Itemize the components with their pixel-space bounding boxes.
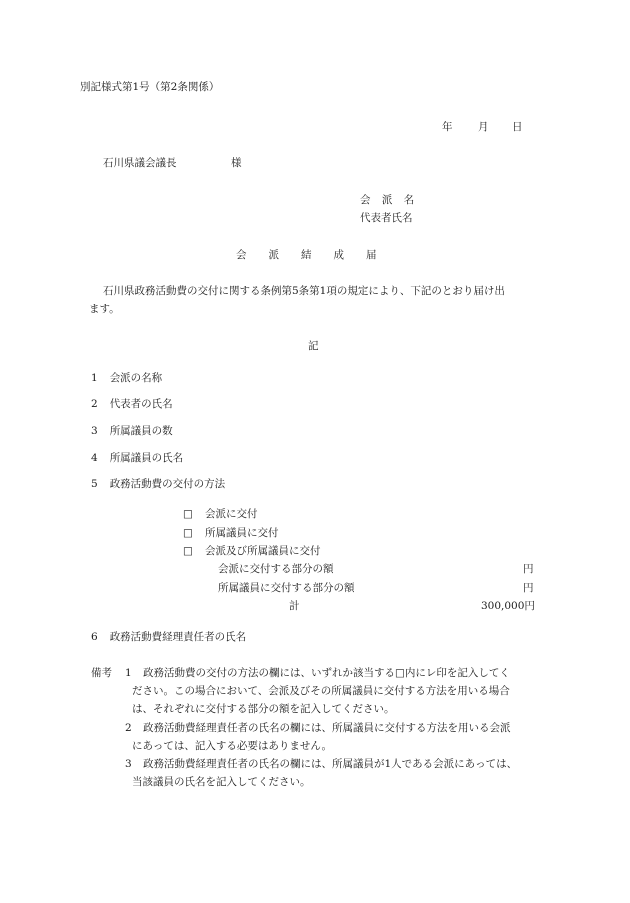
party-amount-unit: 円 bbox=[523, 563, 534, 575]
item-2 bbox=[91, 398, 173, 411]
note-3-number: 3 bbox=[125, 758, 132, 770]
total-value: 300,000円 bbox=[481, 600, 535, 612]
checkbox-icon[interactable]: □ bbox=[183, 508, 193, 520]
item-5 bbox=[91, 478, 225, 491]
form-id: 別記様式第1号（第2条関係） bbox=[80, 81, 220, 93]
item-number: 2 bbox=[91, 398, 98, 410]
note-3-line-2: 当該議員の氏名を記入してください。 bbox=[132, 776, 311, 788]
item-label: 政務活動費の交付の方法 bbox=[109, 478, 226, 490]
item-6 bbox=[91, 631, 246, 644]
notes-heading: 備考 bbox=[91, 667, 112, 679]
note-1-line-2: ださい。この場合において、会派及びその所属議員に交付する方法を用いる場合 bbox=[132, 685, 510, 697]
note-2-line-1: 政務活動費経理責任者の氏名の欄には、所属議員に交付する方法を用いる会派 bbox=[143, 722, 511, 734]
item-label: 所属議員の数 bbox=[109, 425, 173, 437]
intro-line-2: ます。 bbox=[89, 303, 120, 315]
note-1-number: 1 bbox=[125, 667, 132, 679]
item-label: 代表者の氏名 bbox=[109, 398, 173, 410]
item-number: 1 bbox=[91, 372, 98, 384]
method-option-party[interactable] bbox=[183, 508, 258, 521]
note-3-line-1: 政務活動費経理責任者の氏名の欄には、所属議員が1人である会派にあっては、 bbox=[143, 758, 518, 770]
method-option-both[interactable] bbox=[183, 545, 321, 558]
date-day-label: 日 bbox=[512, 121, 523, 133]
method-label: 所属議員に交付 bbox=[205, 527, 279, 539]
item-number: 6 bbox=[91, 631, 98, 643]
addressee-honorific: 様 bbox=[231, 157, 242, 169]
method-option-member[interactable] bbox=[183, 527, 279, 540]
note-2-line-2: にあっては、記入する必要はありません。 bbox=[132, 740, 333, 752]
total-label: 計 bbox=[289, 600, 300, 612]
item-3 bbox=[91, 425, 173, 438]
member-amount-unit: 円 bbox=[523, 582, 534, 594]
checkbox-icon[interactable]: □ bbox=[183, 545, 193, 557]
note-1-line-3: は、それぞれに交付する部分の額を記入してください。 bbox=[132, 703, 395, 715]
method-label: 会派及び所属議員に交付 bbox=[205, 545, 321, 557]
item-number: 3 bbox=[91, 425, 98, 437]
intro-line-1: 石川県政務活動費の交付に関する条例第5条第1項の規定により、下記のとおり届け出 bbox=[103, 285, 505, 297]
checkbox-icon[interactable]: □ bbox=[183, 527, 193, 539]
date-year-label: 年 bbox=[442, 121, 453, 133]
representative-label: 代表者氏名 bbox=[360, 212, 413, 224]
party-amount-label: 会派に交付する部分の額 bbox=[218, 563, 334, 575]
item-label: 会派の名称 bbox=[109, 372, 163, 384]
ki-heading: 記 bbox=[308, 340, 319, 352]
item-label: 所属議員の氏名 bbox=[109, 452, 184, 464]
party-name-label: 会 派 名 bbox=[360, 194, 419, 206]
item-number: 5 bbox=[91, 478, 98, 490]
item-1 bbox=[91, 372, 162, 385]
member-amount-label: 所属議員に交付する部分の額 bbox=[218, 582, 355, 594]
item-label: 政務活動費経理責任者の氏名 bbox=[109, 631, 247, 643]
date-month-label: 月 bbox=[478, 121, 489, 133]
item-4 bbox=[91, 452, 183, 465]
item-number: 4 bbox=[91, 452, 98, 464]
document-title: 会派結成届 bbox=[236, 249, 399, 261]
method-label: 会派に交付 bbox=[205, 508, 258, 520]
note-2-number: 2 bbox=[125, 722, 132, 734]
note-1-line-1: 政務活動費の交付の方法の欄には、いずれか該当する□内にレ印を記入してく bbox=[143, 667, 510, 679]
addressee-name: 石川県議会議長 bbox=[103, 157, 177, 169]
